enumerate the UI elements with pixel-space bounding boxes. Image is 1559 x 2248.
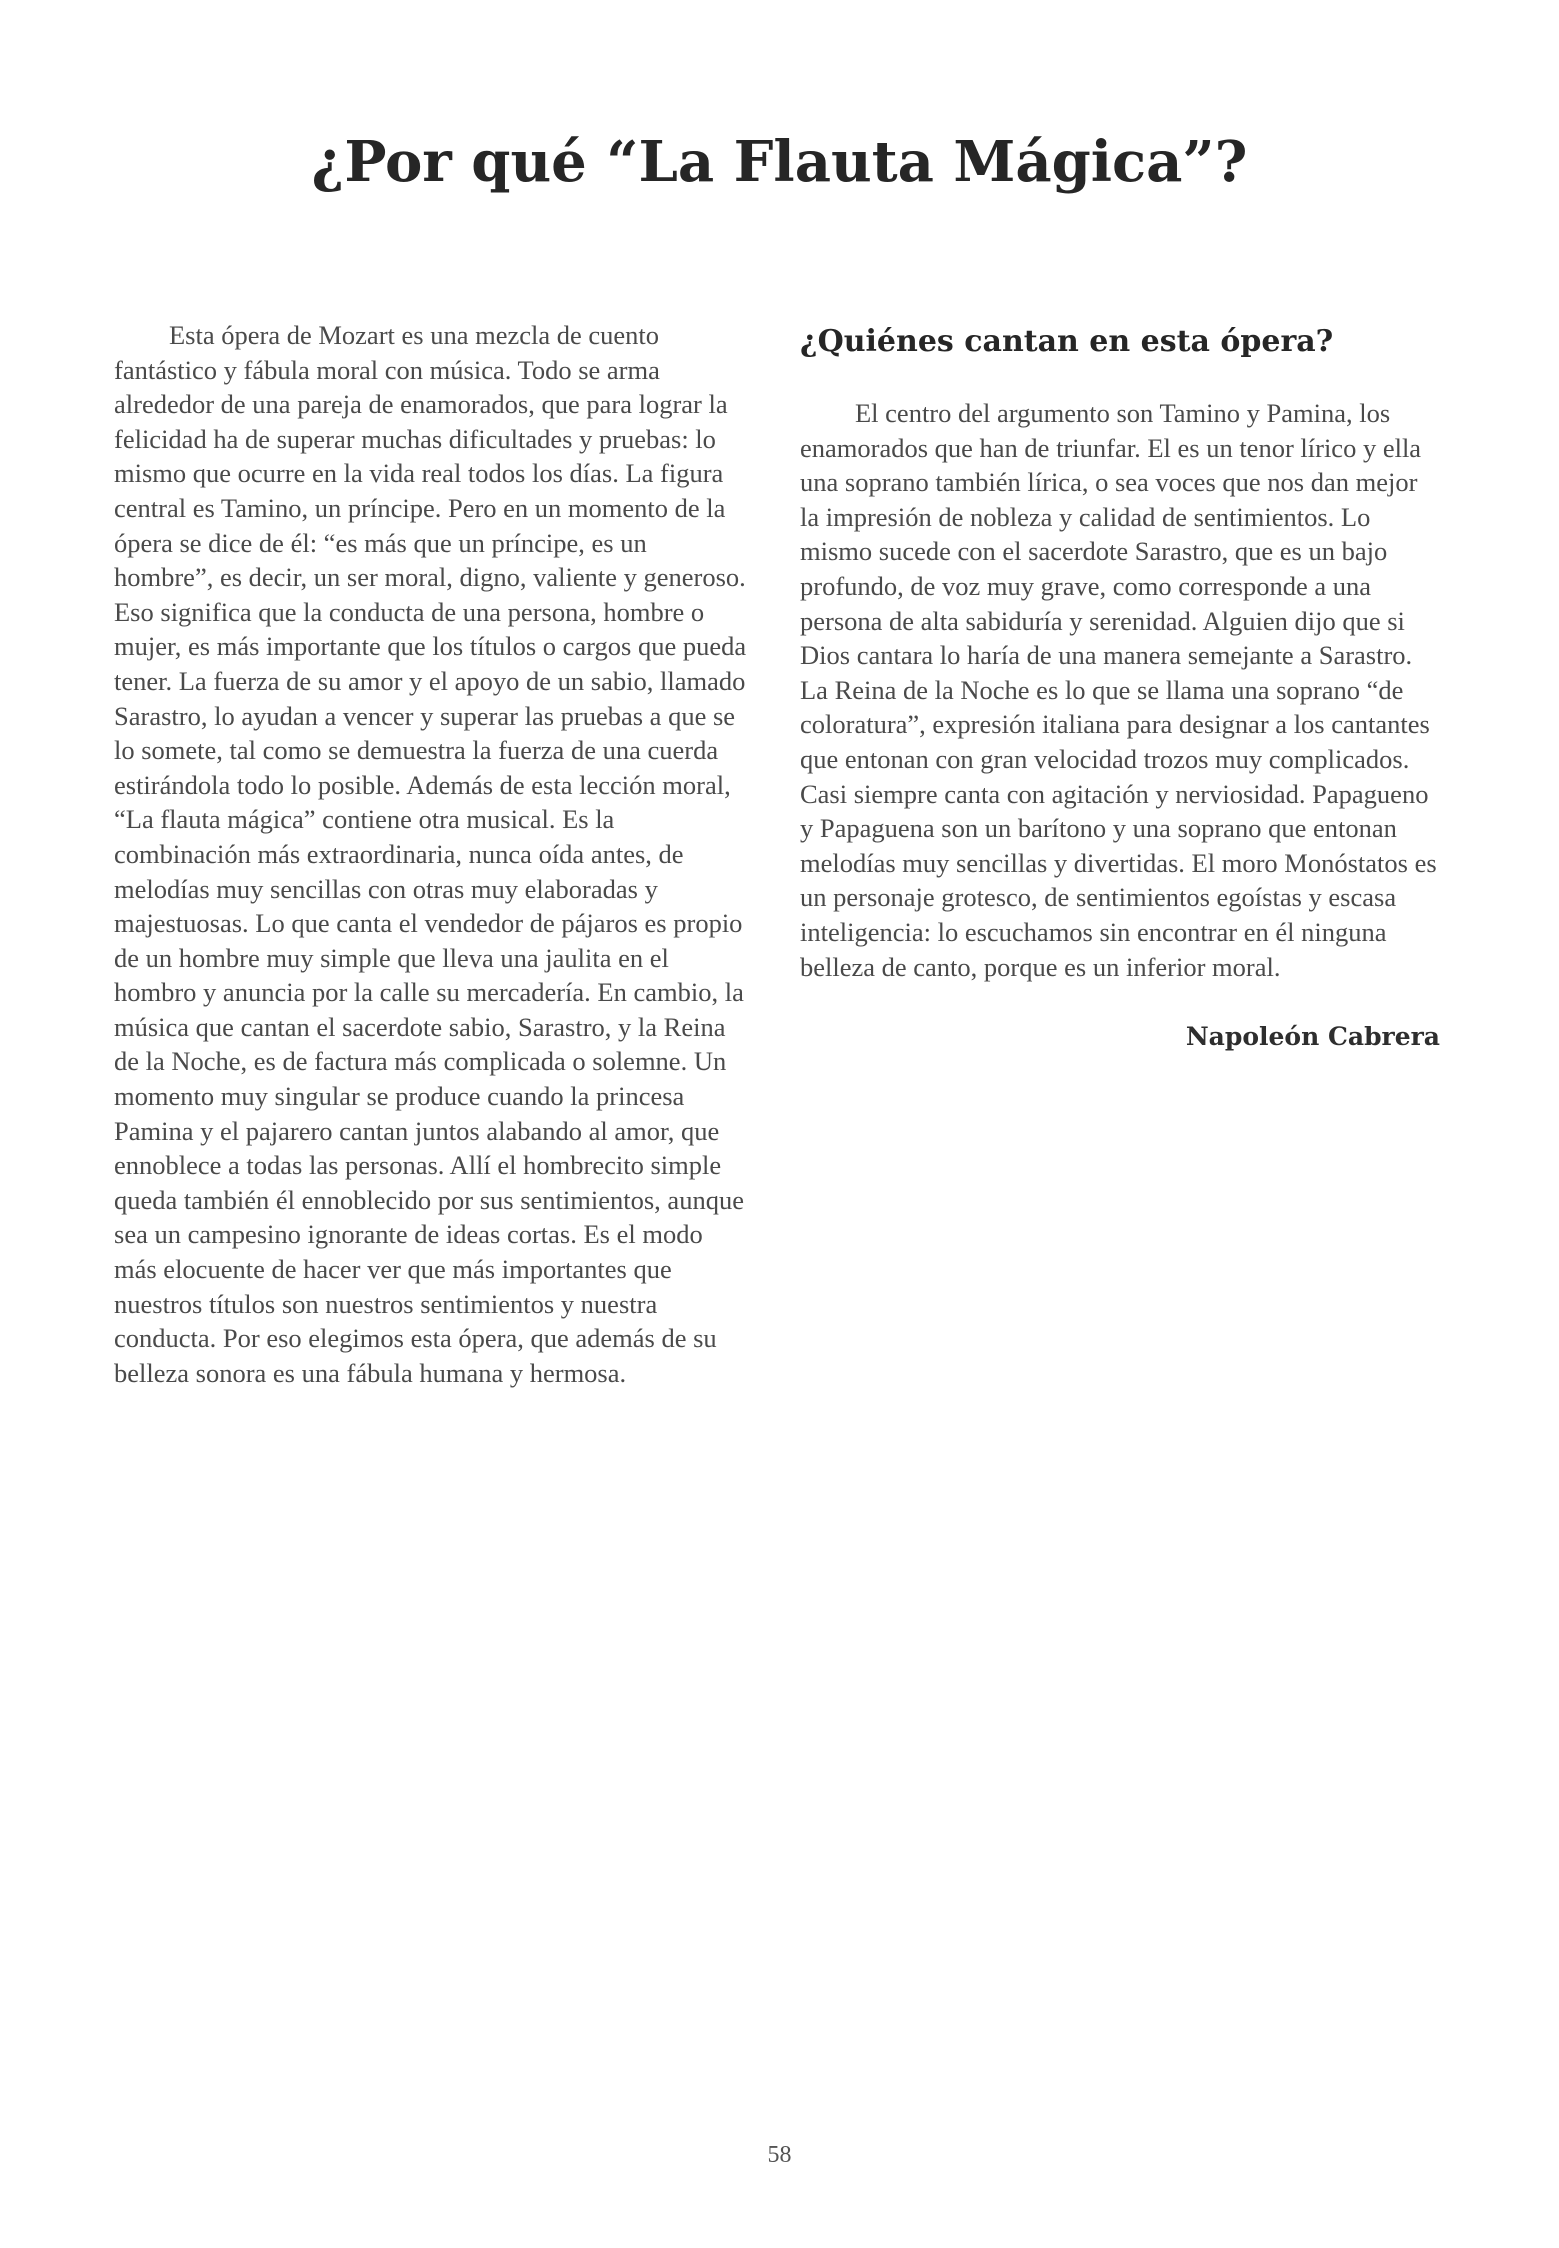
right-column-paragraph: El centro del argumento son Tamino y Pamina, los enamorados que han de triunfar. El es un tenor lírico y ella una soprano también lírica, o sea voces que nos dan mejor la impresión de nobleza y calidad de sentimientos. Lo mismo sucede con el sacerdote Sarastro, que es un bajo profundo, de voz muy grave, como corresponde a una persona de alta sabiduría y serenidad. Alguien dijo que si Dios cantara lo haría de una manera semejante a Sarastro. La Reina de la Noche es lo que se llama una soprano “de coloratura”, expresión italiana para designar a los cantantes que entonan con gran velocidad trozos muy complicados. Casi siempre canta con agitación y nerviosidad. Papagueno y Papaguena son un barítono y una soprano que entonan melodías muy sencillas y divertidas. El moro Monóstatos es un personaje grotesco, de sentimientos egoístas y escasa inteligencia: lo escuchamos sin encontrar en él ninguna belleza de canto, porque es un inferior moral. — [800, 398, 1437, 982]
left-column — [114, 318, 750, 1390]
page-title: ¿Por qué “La Flauta Mágica”? — [311, 129, 1248, 195]
section-heading: ¿Quiénes cantan en esta ópera? — [800, 324, 1334, 359]
author-signature: Napoleón Cabrera — [1185, 1022, 1440, 1052]
page-number: 58 — [767, 2142, 792, 2168]
left-column-paragraph: Esta ópera de Mozart es una mezcla de cuento fantástico y fábula moral con música. Todo se arma alrededor de una pareja de enamorados, que para lograr la felicidad ha de superar muchas dificultades y pruebas: lo mismo que ocurre en la vida real todos los días. La figura central es Tamino, un príncipe. Pero en un momento de la ópera se dice de él: “es más que un príncipe, es un hombre”, es decir, un ser moral, digno, valiente y generoso. Eso significa que la conducta de una persona, hombre o mujer, es más importante que los títulos o cargos que pueda tener. La fuerza de su amor y el apoyo de un sabio, llamado Sarastro, lo ayudan a vencer y superar las pruebas a que se lo somete, tal como se demuestra la fuerza de una cuerda estirándola todo lo posible. Además de esta lección moral, “La flauta mágica” contiene otra musical. Es la combinación más extraordinaria, nunca oída antes, de melodías muy sencillas con otras muy elaboradas y majestuosas. Lo que canta el vendedor de pájaros es propio de un hombre muy simple que lleva una jaulita en el hombro y anuncia por la calle su mercadería. En cambio, la música que cantan el sacerdote sabio, Sarastro, y la Reina de la Noche, es de factura más complicada o solemne. Un momento muy singular se produce cuando la princesa Pamina y el pajarero cantan juntos alabando al amor, que ennoblece a todas las personas. Allí el hombrecito simple queda también él ennoblecido por sus sentimientos, aunque sea un campesino ignorante de ideas cortas. Es el modo más elocuente de hacer ver que más importantes que nuestros títulos son nuestros sentimientos y nuestra conducta. Por eso elegimos esta ópera, que además de su belleza sonora es una fábula humana y hermosa. — [114, 320, 747, 1388]
right-column — [800, 318, 1440, 1054]
